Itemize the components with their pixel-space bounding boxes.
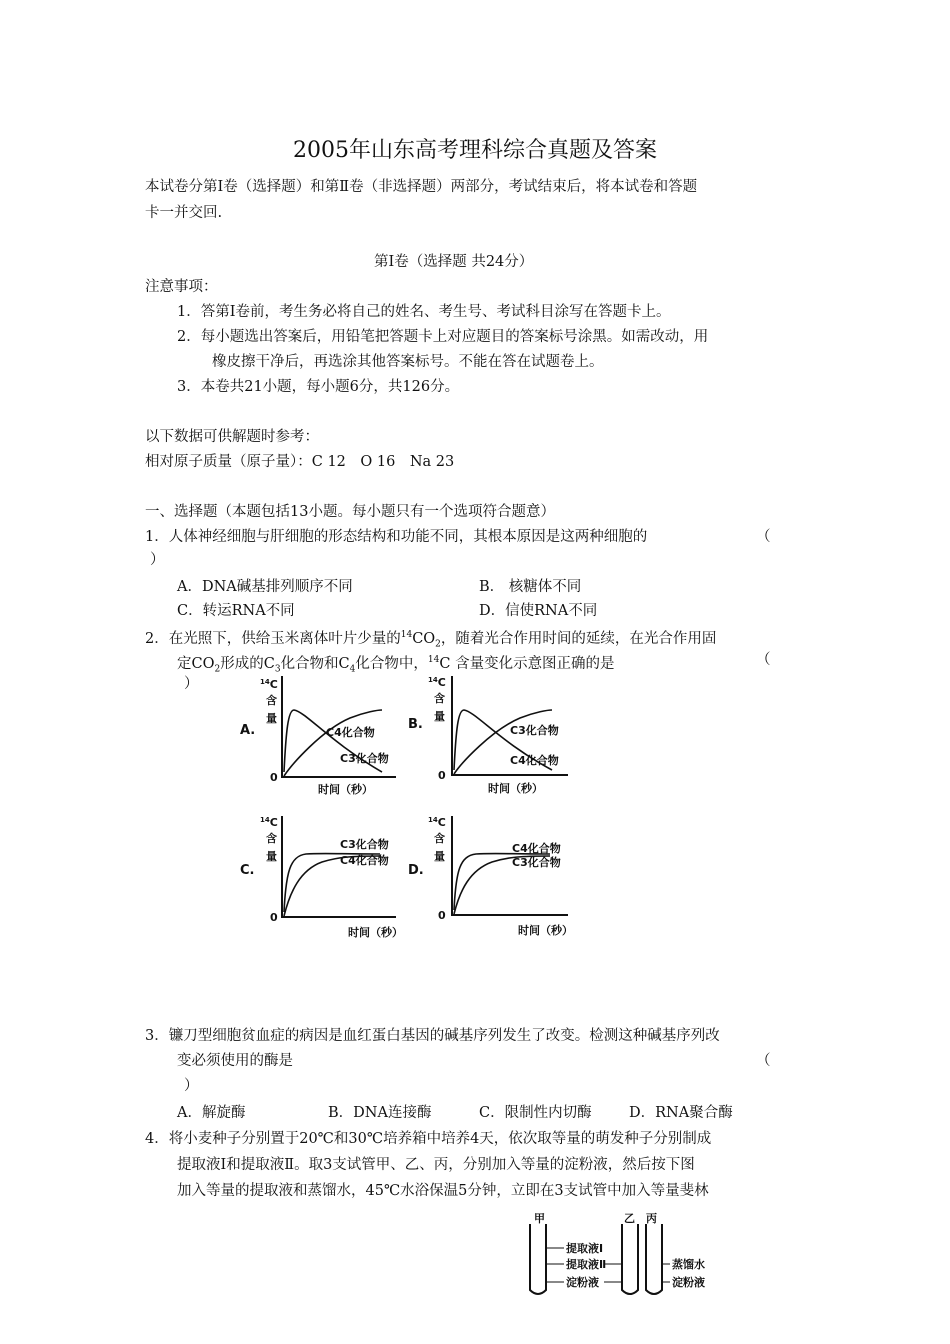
graph-c-ylabel-liang: 量	[266, 850, 277, 863]
graph-b-letter: B.	[408, 717, 423, 732]
q1-option-d: D．信使RNA不同	[479, 603, 598, 619]
q2-stem-line-1: 2．在光照下，供给玉米离体叶片少量的$^{14}CO_2$，随着光合作用时间的延续，在光合作用固	[145, 630, 717, 650]
graph-a-curve-2	[284, 710, 382, 776]
graph-c-label-top: C3化合物	[340, 838, 389, 851]
q1-option-b: B． 核糖体不同	[479, 579, 582, 595]
graph-d-xlabel: 时间（秒）	[518, 924, 573, 937]
graph-d-label-top: C4化合物	[512, 842, 561, 855]
notes-item-2-line-1: 2．每小题选出答案后，用铅笔把答题卡上对应题目的答案标号涂黑。如需改动，用	[177, 329, 709, 345]
q1-stem: 1．人体神经细胞与肝细胞的形态结构和功能不同，其根本原因是这两种细胞的	[145, 529, 648, 545]
section-header: 第Ⅰ卷（选择题 共24分）	[374, 254, 534, 270]
graph-c-zero: 0	[270, 911, 278, 924]
tube-bing-label: 丙	[646, 1212, 657, 1225]
tube-yi	[622, 1224, 638, 1294]
q4-line-2: 提取液Ⅰ和提取液Ⅱ。取3支试管甲、乙、丙，分别加入等量的淀粉液，然后按下图	[177, 1157, 695, 1173]
graph-a-letter: A.	[240, 723, 256, 738]
starch-left-label: 淀粉液	[566, 1276, 599, 1289]
q2-paren-close: ）	[184, 676, 199, 692]
graph-a-ylabel-han: 含	[266, 694, 277, 707]
notes-heading: 注意事项：	[145, 279, 218, 295]
page-title: 2005年山东高考理科综合真题及答案	[293, 138, 657, 163]
tube-bing	[646, 1224, 662, 1294]
q1-option-c: C．转运RNA不同	[177, 603, 295, 619]
graph-b-zero: 0	[438, 769, 446, 782]
graph-d-ylabel-liang: 量	[434, 850, 445, 863]
intro-line-2: 卡一并交回.	[145, 205, 223, 221]
graph-d-ylabel: $^{14}$C	[428, 816, 446, 829]
graph-b-label-bottom: C4化合物	[510, 754, 559, 767]
graph-d-ylabel-han: 含	[434, 832, 445, 845]
part1-header: 一、选择题（本题包括13小题。每小题只有一个选项符合题意）	[145, 504, 555, 520]
tube-jia-label: 甲	[534, 1212, 545, 1225]
q3-stem-line-1: 3．镰刀型细胞贫血症的病因是血红蛋白基因的碱基序列发生了改变。检测这种碱基序列改	[145, 1028, 720, 1044]
q3-option-a: A．解旋酶	[177, 1105, 246, 1121]
q3-paren-close: ）	[184, 1078, 199, 1094]
extract-2-label: 提取液Ⅱ	[566, 1258, 607, 1271]
q4-line-3: 加入等量的提取液和蒸馏水，45℃水浴保温5分钟，立即在3支试管中加入等量斐林	[177, 1183, 709, 1199]
graph-d-label-bottom: C3化合物	[512, 856, 561, 869]
q1-paren-open: （	[756, 529, 771, 545]
extract-1-label: 提取液Ⅰ	[566, 1242, 604, 1255]
graph-c	[240, 816, 403, 939]
graph-c-ylabel: $^{14}$C	[260, 816, 278, 829]
graph-d	[408, 816, 573, 937]
q3-paren-open: （	[756, 1053, 771, 1069]
graph-c-xlabel: 时间（秒）	[348, 926, 403, 939]
reference-line-1: 以下数据可供解题时参考：	[145, 429, 319, 445]
graph-a	[240, 676, 396, 796]
notes-item-3: 3．本卷共21小题，每小题6分，共126分。	[177, 379, 460, 395]
notes-item-1: 1．答第Ⅰ卷前，考生务必将自己的姓名、考生号、考试科目涂写在答题卡上。	[177, 304, 671, 320]
graph-a-ylabel: $^{14}$C	[260, 678, 278, 691]
graph-b-ylabel: $^{14}$C	[428, 676, 446, 689]
q3-option-b: B．DNA连接酶	[328, 1105, 432, 1121]
graph-b-xlabel: 时间（秒）	[488, 782, 543, 795]
q2-stem-line-2: 定$CO_2$形成的$C_3$化合物和$C_4$化合物中，$^{14}$C 含量变化示意图正确的是	[177, 655, 615, 675]
graph-b	[408, 676, 568, 795]
q2-paren-open: （	[756, 652, 771, 668]
graph-a-label-top: C4化合物	[326, 726, 375, 739]
reference-line-2: 相对原子质量（原子量）：C 12 O 16 Na 23	[145, 454, 455, 470]
notes-item-2-line-2: 橡皮擦干净后，再选涂其他答案标号。不能在答在试题卷上。	[212, 354, 604, 370]
graph-b-label-top: C3化合物	[510, 724, 559, 737]
graph-a-ylabel-liang: 量	[266, 712, 277, 725]
tube-jia	[530, 1224, 546, 1294]
q3-option-d: D．RNA聚合酶	[629, 1105, 733, 1121]
starch-right-label: 淀粉液	[672, 1276, 705, 1289]
graph-a-label-bottom: C3化合物	[340, 752, 389, 765]
q1-option-a: A．DNA碱基排列顺序不同	[177, 579, 353, 595]
graph-c-label-bottom: C4化合物	[340, 854, 389, 867]
graph-d-letter: D.	[408, 863, 424, 878]
test-tube-diagram	[520, 1210, 730, 1300]
q1-paren-close: ）	[150, 552, 165, 568]
intro-line-1: 本试卷分第Ⅰ卷（选择题）和第Ⅱ卷（非选择题）两部分，考试结束后，将本试卷和答题	[145, 179, 698, 195]
q3-option-c: C．限制性内切酶	[479, 1105, 592, 1121]
q2-graph-options	[230, 672, 590, 947]
q3-stem-line-2: 变必须使用的酶是	[177, 1053, 293, 1069]
graph-d-zero: 0	[438, 909, 446, 922]
graph-b-ylabel-han: 含	[434, 692, 445, 705]
graph-a-xlabel: 时间（秒）	[318, 783, 373, 796]
graph-b-ylabel-liang: 量	[434, 710, 445, 723]
graph-a-zero: 0	[270, 771, 278, 784]
tube-yi-label: 乙	[624, 1212, 635, 1225]
graph-c-letter: C.	[240, 863, 255, 878]
q4-line-1: 4．将小麦种子分别置于20℃和30℃培养箱中培养4天，依次取等量的萌发种子分别制成	[145, 1131, 712, 1147]
water-label: 蒸馏水	[672, 1258, 705, 1271]
graph-c-ylabel-han: 含	[266, 832, 277, 845]
